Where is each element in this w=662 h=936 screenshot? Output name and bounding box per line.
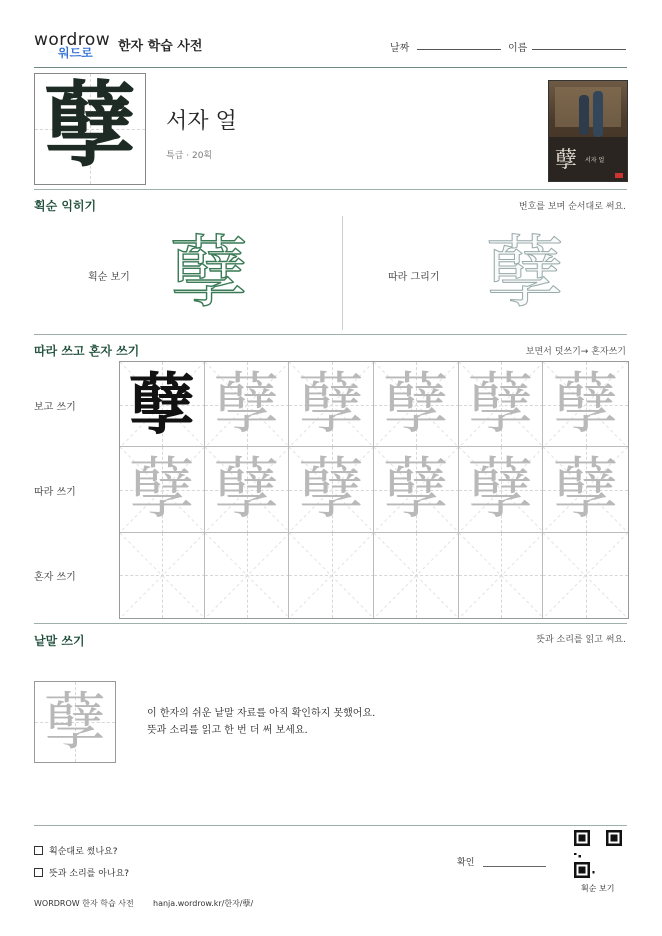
word-character-box xyxy=(34,681,116,763)
word-section-title: 낱말 쓰기 xyxy=(34,634,85,648)
trace-character: 孽 xyxy=(298,450,365,528)
trace-label: 따라 그리기 xyxy=(388,272,440,283)
practice-cell[interactable] xyxy=(205,362,290,447)
practice-cell[interactable] xyxy=(120,533,205,618)
stroke-view-label: 획순 보기 xyxy=(88,272,130,283)
name-label: 이름 xyxy=(508,43,528,54)
practice-cell[interactable] xyxy=(459,533,544,618)
trace-character: 孽 xyxy=(467,365,534,442)
qr-caption: 획순 보기 xyxy=(581,884,615,893)
footer-brand: WORDROW 한자 학습 사전 xyxy=(34,899,134,908)
section-divider-3 xyxy=(34,623,627,624)
practice-cell[interactable] xyxy=(205,533,290,618)
practice-cell[interactable] xyxy=(543,447,628,532)
trace-character: 孽 xyxy=(213,365,280,442)
practice-cell[interactable] xyxy=(289,447,374,532)
confirm-field[interactable] xyxy=(483,866,546,867)
play-badge-icon xyxy=(615,173,623,178)
model-character: 孽 xyxy=(128,365,195,443)
confirm-label: 확인 xyxy=(457,858,475,868)
word-info-line2: 뜻과 소리를 읽고 한 번 더 써 보세요. xyxy=(147,725,308,736)
checkbox-icon[interactable] xyxy=(34,868,43,877)
thumbnail-caption: 서자 얼 xyxy=(585,157,605,164)
practice-cell[interactable] xyxy=(205,447,290,532)
practice-section-title: 따라 쓰고 혼자 쓰기 xyxy=(34,344,140,358)
practice-cell[interactable] xyxy=(543,533,628,618)
practice-cell[interactable] xyxy=(120,362,205,447)
row-label-see: 보고 쓰기 xyxy=(34,402,76,413)
practice-cell[interactable] xyxy=(289,362,374,447)
trace-character: 孽 xyxy=(298,365,365,442)
practice-cell[interactable] xyxy=(374,533,459,618)
practice-cell[interactable] xyxy=(374,447,459,532)
checklist-item-strokes[interactable] xyxy=(34,844,118,857)
word-info-line1: 이 한자의 쉬운 낱말 자료를 아직 확인하지 못했어요. xyxy=(147,708,376,719)
stroke-section-note: 번호를 보며 순서대로 써요. xyxy=(518,202,626,212)
trace-character: 孽 xyxy=(128,450,195,528)
meaning-sound: 서자 얼 xyxy=(166,109,237,134)
practice-cell[interactable] xyxy=(374,362,459,447)
video-thumbnail[interactable] xyxy=(548,80,628,182)
row-label-solo: 혼자 쓰기 xyxy=(34,572,76,583)
date-label: 날짜 xyxy=(390,43,410,54)
wordrow-logo: wordrow xyxy=(34,30,111,50)
grade-strokes: 특급 · 20획 xyxy=(166,151,213,161)
name-field[interactable] xyxy=(532,49,626,50)
trace-character: 孽 xyxy=(467,450,534,528)
hero-character: 孽 xyxy=(43,71,136,179)
practice-cell[interactable] xyxy=(459,362,544,447)
practice-cell[interactable] xyxy=(120,447,205,532)
app-title: 한자 학습 사전 xyxy=(118,39,203,54)
practice-cell[interactable] xyxy=(289,533,374,618)
practice-grid[interactable] xyxy=(119,361,629,619)
trace-character: 孽 xyxy=(382,365,449,442)
checklist-item-label: 뜻과 소리를 아나요? xyxy=(49,869,130,879)
row-label-trace: 따라 쓰기 xyxy=(34,487,76,498)
trace-character: 孽 xyxy=(382,450,449,528)
qr-code-icon[interactable] xyxy=(574,830,622,878)
stroke-section-title: 획순 익히기 xyxy=(34,199,97,213)
word-character: 孽 xyxy=(43,685,106,758)
thumbnail-character: 孽 xyxy=(555,148,578,173)
section-divider-1 xyxy=(34,189,627,190)
date-field[interactable] xyxy=(417,49,501,50)
section-divider-2 xyxy=(34,334,627,335)
section-divider-4 xyxy=(34,825,627,826)
practice-cell[interactable] xyxy=(459,447,544,532)
hero-character-box xyxy=(34,73,146,185)
checklist-item-label: 획순대로 썼나요? xyxy=(49,847,118,857)
checklist-item-meaning[interactable] xyxy=(34,866,129,879)
checkbox-icon[interactable] xyxy=(34,846,43,855)
wordrow-logo-korean: 워드로 xyxy=(58,46,93,60)
stroke-order-character: 孽 xyxy=(170,228,249,318)
trace-character: 孽 xyxy=(213,450,280,528)
trace-character: 孽 xyxy=(486,228,565,318)
stroke-divider xyxy=(342,216,343,330)
word-section-note: 뜻과 소리를 읽고 써요. xyxy=(536,635,626,645)
practice-cell[interactable] xyxy=(543,362,628,447)
practice-section-note: 보면서 덧쓰기→ 혼자쓰기 xyxy=(525,347,626,357)
trace-character: 孽 xyxy=(552,450,619,528)
trace-character: 孽 xyxy=(552,365,619,442)
footer-url[interactable]: hanja.wordrow.kr/한자/孽/ xyxy=(153,899,254,908)
